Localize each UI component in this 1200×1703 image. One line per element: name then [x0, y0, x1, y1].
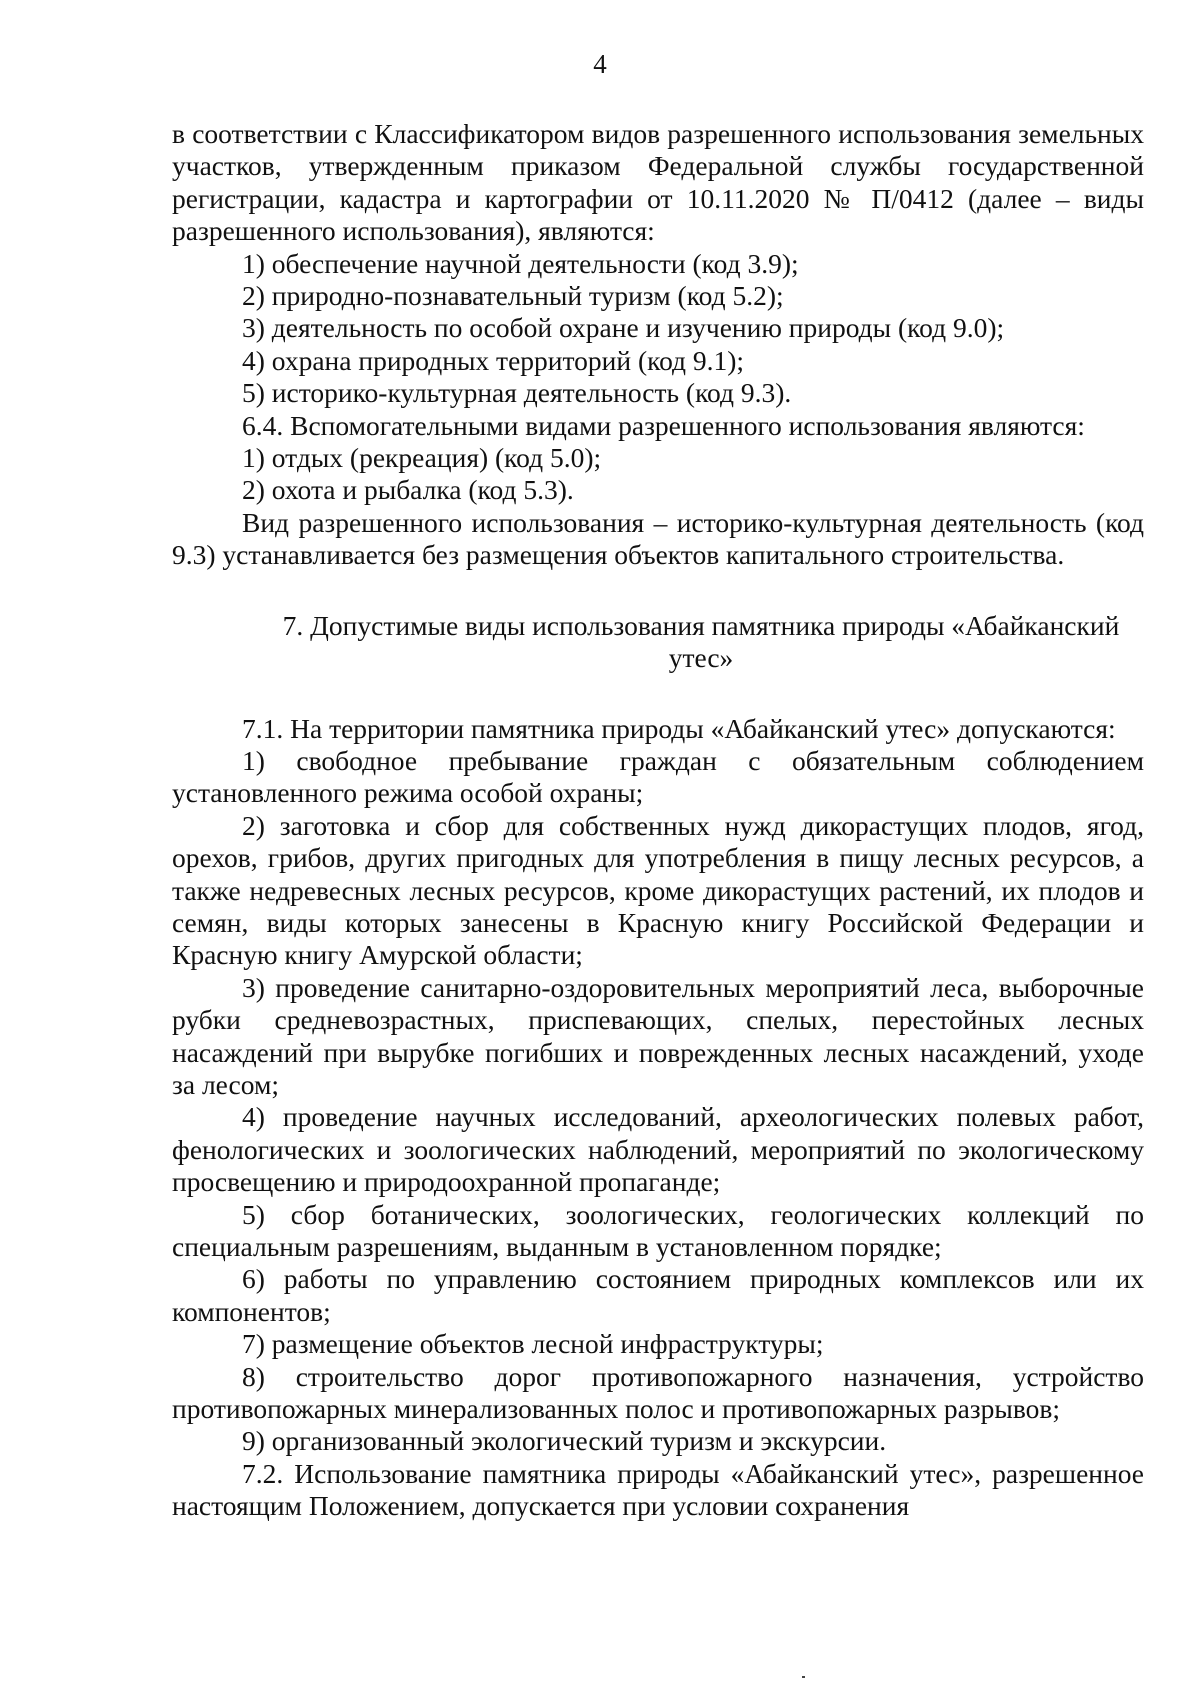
main-use-item: 1) обеспечение научной деятельности (код 3.9);	[242, 247, 799, 279]
main-use-item: 3) деятельность по особой охране и изучению природы (код 9.0);	[242, 312, 1005, 344]
permitted-use-item: 3) проведение санитарно-оздоровительных мероприятий леса, выборочные рубки средневозрастных, приспевающих, спелых, перестойных лесных насаждений при вырубке погибших и поврежденных лесных насаждений, уходе за лесом;	[172, 971, 1144, 1100]
note-paragraph: Вид разрешенного использования – историко-культурная деятельность (код 9.3) устанавливается без размещения объектов капитального строительства.	[172, 506, 1144, 571]
permitted-use-item: 6) работы по управлению состоянием природных комплексов или их компонентов;	[172, 1263, 1144, 1327]
page-number: 4	[593, 49, 607, 79]
aux-use-item: 1) отдых (рекреация) (код 5.0);	[242, 442, 602, 474]
permitted-use-item: 4) проведение научных исследований, археологических полевых работ, фенологических и зоологических наблюдений, мероприятий по экологическому просвещению и природоохранной пропаганде;	[172, 1101, 1144, 1198]
main-use-item: 4) охрана природных территорий (код 9.1);	[242, 344, 745, 376]
permitted-use-item: 8) строительство дорог противопожарного назначения, устройство противопожарных минерализованных полос и противопожарных разрывов;	[172, 1360, 1144, 1425]
permitted-use-item: 5) сбор ботанических, зоологических, геологических коллекций по специальным разрешениям, выданным в установленном порядке;	[172, 1198, 1144, 1262]
main-use-item: 2) природно-познавательный туризм (код 5.2);	[242, 280, 784, 312]
permitted-use-item: 2) заготовка и сбор для собственных нужд дикорастущих плодов, ягод, орехов, грибов, других пригодных для употребления в пищу лесных ресурсов, а также недревесных лесных ресурсов, кроме дикорастущих растений, их плодов и семян, виды которых занесены в Красную книгу Российской Федерации и Красную книгу Амурской области;	[172, 809, 1144, 971]
main-use-item: 5) историко-культурная деятельность (код 9.3).	[242, 377, 792, 409]
section-7-heading: 7. Допустимые виды использования памятника природы «Абайканский утес»	[282, 609, 1120, 674]
permitted-use-item: 9) организованный экологический туризм и экскурсии.	[242, 1425, 887, 1457]
intro-paragraph: в соответствии с Классификатором видов разрешенного использования земельных участков, утвержденным приказом Федеральной службы государственной регистрации, кадастра и картографии от 10.11.2020 № П/0412 (далее – виды разрешенного использования), являются:	[172, 118, 1144, 247]
document-body	[172, 118, 1144, 1523]
permitted-use-item: 1) свободное пребывание граждан с обязательным соблюдением установленного режима особой охраны;	[172, 744, 1144, 809]
aux-uses-intro: 6.4. Вспомогательными видами разрешенного использования являются:	[242, 409, 1085, 441]
paragraph-7-1: 7.1. На территории памятника природы «Абайканский утес» допускаются:	[242, 712, 1116, 744]
aux-use-item: 2) охота и рыбалка (код 5.3).	[242, 474, 574, 506]
paragraph-7-2: 7.2. Использование памятника природы «Абайканский утес», разрешенное настоящим Положением, допускается при условии сохранения	[172, 1457, 1144, 1522]
scan-speck	[802, 1676, 805, 1678]
permitted-use-item: 7) размещение объектов лесной инфраструктуры;	[242, 1328, 824, 1360]
